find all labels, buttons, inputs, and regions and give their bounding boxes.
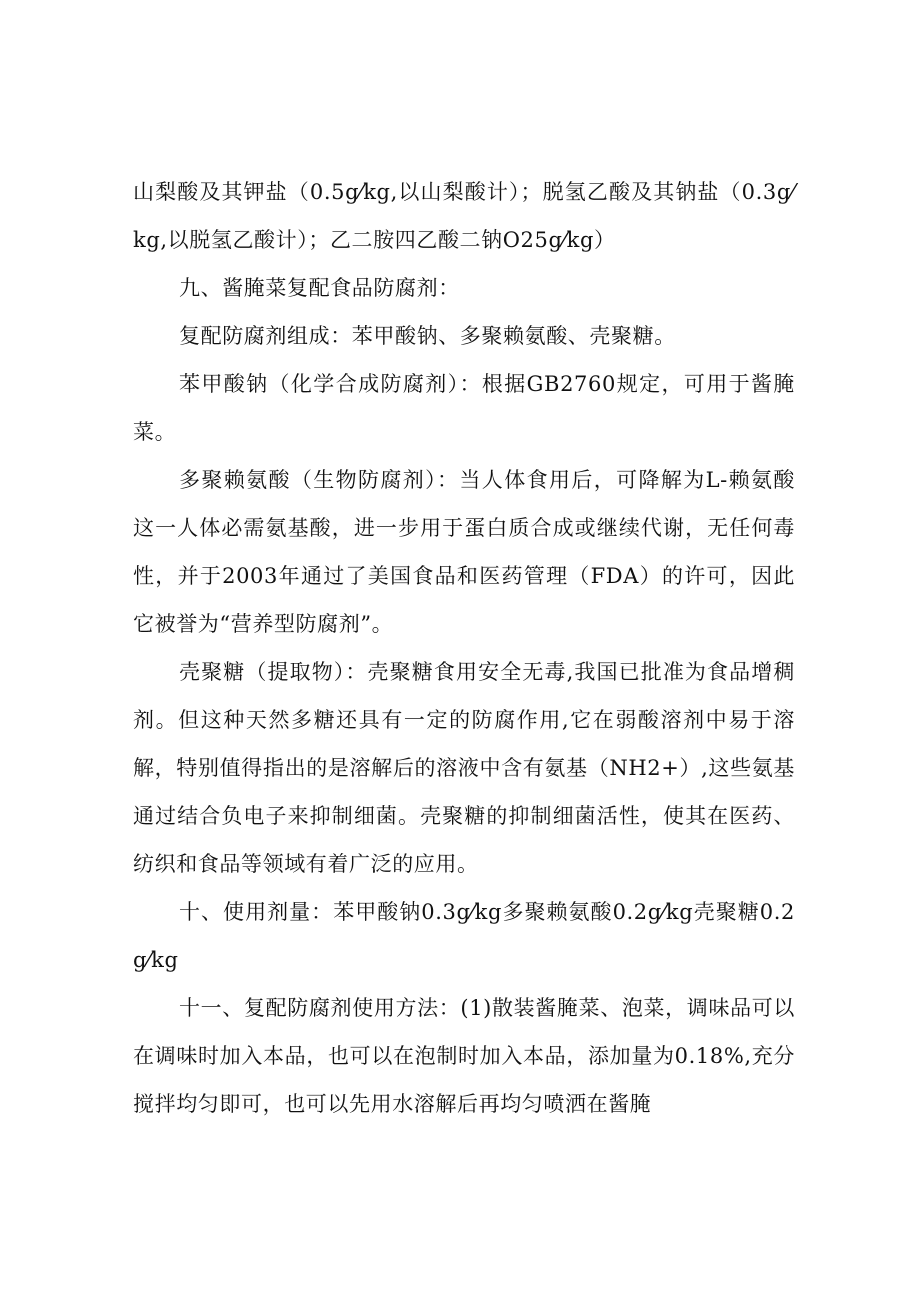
heading-section-ten-dosage: 十、使用剂量：苯甲酸钠0.3g⁄kg多聚赖氨酸0.2g⁄kg壳聚糖0.2g⁄kg <box>133 900 795 972</box>
heading-section-nine: 九、酱腌菜复配食品防腐剂： <box>179 276 460 300</box>
paragraph-preservatives-list: 山梨酸及其钾盐（0.5g⁄kg,以山梨酸计）；脱氢乙酸及其钠盐（0.3g⁄kg,以脱氢乙酸计）；乙二胺四乙酸二钠O25g⁄kg） <box>133 180 795 252</box>
document-page <box>133 168 795 1128</box>
paragraph-chitosan: 壳聚糖（提取物）：壳聚糖食用安全无毒,我国已批准为食品增稠剂。但这种天然多糖还具有一定的防腐作用,它在弱酸溶剂中易于溶解，特别值得指出的是溶解后的溶液中含有氨基（NH2+）,这些氨基通过结合负电子来抑制细菌。壳聚糖的抑制细菌活性，使其在医药、纺织和食品等领域有着广泛的应用。 <box>133 660 795 876</box>
paragraph-sodium-benzoate: 苯甲酸钠（化学合成防腐剂）：根据GB2760规定，可用于酱腌菜。 <box>133 372 795 444</box>
paragraph-composition: 复配防腐剂组成：苯甲酸钠、多聚赖氨酸、壳聚糖。 <box>179 324 676 348</box>
paragraph-polylysine: 多聚赖氨酸（生物防腐剂）：当人体食用后，可降解为L-赖氨酸这一人体必需氨基酸，进一步用于蛋白质合成或继续代谢，无任何毒性，并于2003年通过了美国食品和医药管理（FDA）的许可，因此它被誉为“营养型防腐剂”。 <box>133 468 795 636</box>
heading-section-eleven-usage: 十一、复配防腐剂使用方法：(1)散装酱腌菜、泡菜，调味品可以在调味时加入本品，也可以在泡制时加入本品，添加量为0.18%,充分搅拌均匀即可，也可以先用水溶解后再均匀喷洒在酱腌 <box>133 996 795 1116</box>
